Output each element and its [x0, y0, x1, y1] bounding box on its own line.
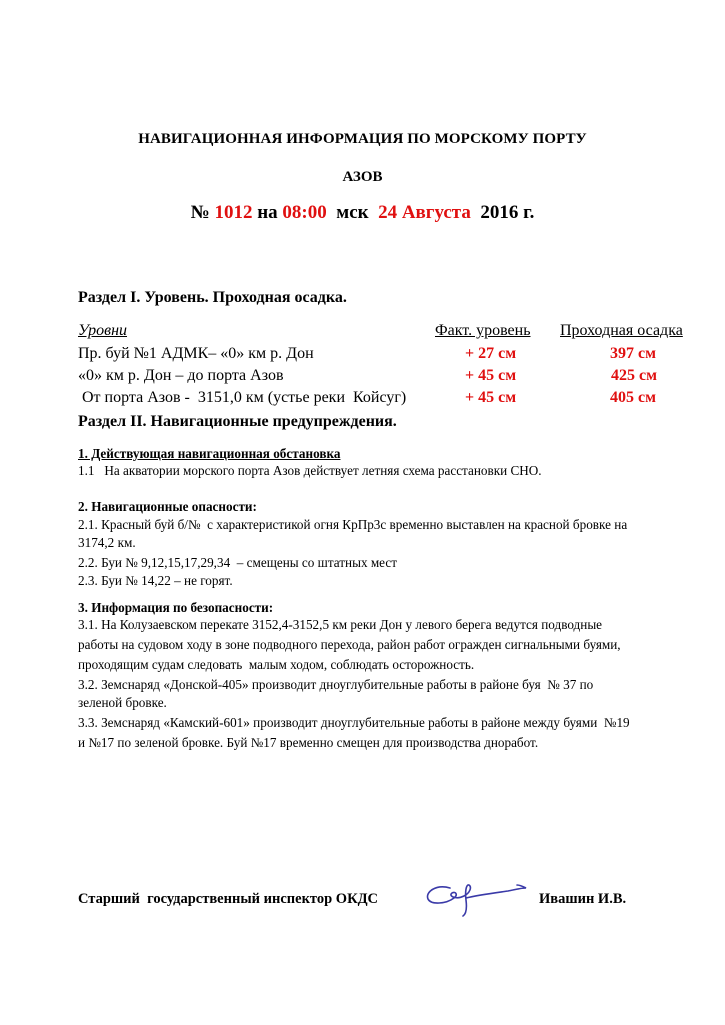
report-number: 1012 [214, 202, 253, 223]
info-line: и №17 по зеленой бровке. Буй №17 временно смещен для производства дноработ. [78, 735, 539, 750]
col-fact-header: Факт. уровень [435, 322, 531, 339]
level-row-draft: 397 см [610, 345, 656, 362]
timezone: мск [326, 202, 379, 223]
report-year: 2016 г. [470, 202, 535, 223]
inspector-name: Ивашин И.В. [539, 891, 627, 907]
subsection2-title: 2. Навигационные опасности: [78, 499, 257, 514]
level-row-location: Пр. буй №1 АДМК– «0» км р. Дон [78, 345, 314, 362]
level-row-fact: + 27 см [465, 345, 517, 362]
level-row-fact: + 45 см [465, 367, 517, 384]
info-line: 3.3. Земснаряд «Камский-601» производит дноуглубительные работы в районе между буями №19 [78, 715, 630, 730]
port-name: АЗОВ [342, 169, 383, 185]
report-date: 24 Августа [378, 202, 471, 223]
info-line: работы на судовом ходу в зоне подводного перехода, район работ огражден сигнальными буями, [78, 637, 621, 652]
level-row-location: «0» км р. Дон – до порта Азов [78, 367, 284, 384]
subsection1-title: 1. Действующая навигационная обстановка [78, 446, 341, 461]
handwritten-signature [422, 882, 530, 918]
inspector-position: Старший государственный инспектор ОКДС [78, 891, 379, 907]
level-row-location: От порта Азов - 3151,0 км (устье реки Койсуг) [78, 389, 407, 406]
at-word: на [252, 202, 283, 223]
document-title: НАВИГАЦИОННАЯ ИНФОРМАЦИЯ ПО МОРСКОМУ ПОРТУ [138, 131, 587, 147]
col-draft-header: Проходная осадка [560, 322, 683, 339]
info-line: 3.2. Земснаряд «Донской-405» производит дноуглубительные работы в районе буя № 37 по [78, 677, 594, 692]
report-time: 08:00 [282, 202, 327, 223]
col-levels-header: Уровни [78, 322, 128, 339]
info-line: 2.3. Буи № 14,22 – не горят. [78, 573, 233, 588]
section2-heading: Раздел II. Навигационные предупреждения. [78, 413, 397, 430]
info-line: 2.2. Буи № 9,12,15,17,29,34 – смещены со штатных мест [78, 555, 397, 570]
info-line: зеленой бровке. [78, 695, 167, 710]
info-line: проходящим судам следовать малым ходом, соблюдать осторожность. [78, 657, 475, 672]
info-line: 1.1 На акватории морского порта Азов действует летняя схема расстановки СНО. [78, 463, 542, 478]
info-line: 3174,2 км. [78, 535, 136, 550]
level-row-draft: 405 см [610, 389, 656, 406]
number-prefix: № [190, 202, 215, 223]
section1-heading: Раздел I. Уровень. Проходная осадка. [78, 289, 347, 306]
info-line: 2.1. Красный буй б/№ с характеристикой огня КрПр3с временно выставлен на красной бровке на [78, 517, 628, 532]
level-row-draft: 425 см [611, 367, 657, 384]
report-number-line [0, 202, 725, 224]
info-line: 3.1. На Колузаевском перекате 3152,4-3152,5 км реки Дон у левого берега ведутся подводные [78, 617, 603, 632]
subsection3-title: 3. Информация по безопасности: [78, 600, 274, 615]
level-row-fact: + 45 см [465, 389, 517, 406]
